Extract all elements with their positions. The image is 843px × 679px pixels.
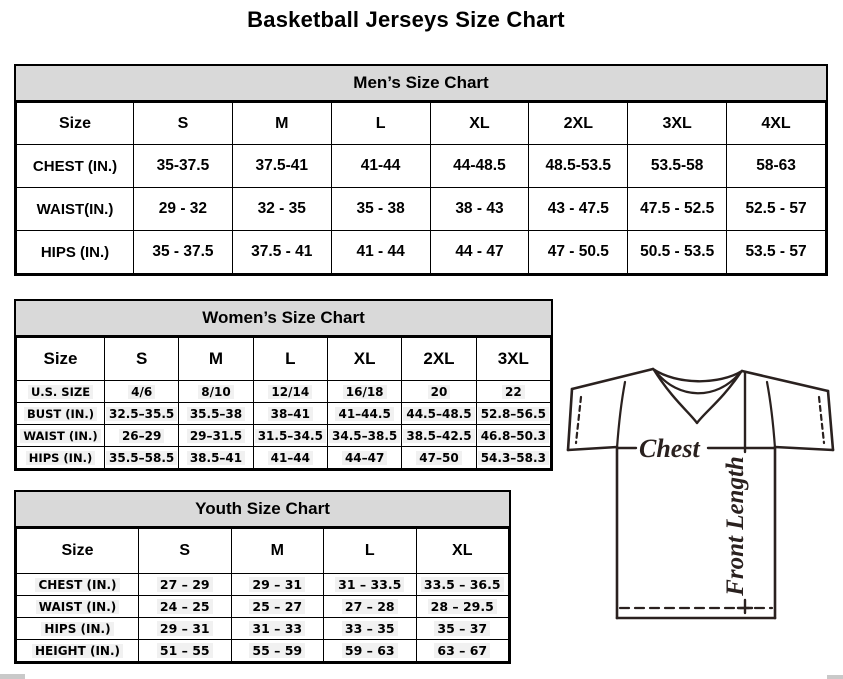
size-value-cell: 54.3–58.3 (476, 447, 550, 469)
size-value-cell: 16/18 (327, 381, 401, 403)
size-column-header: S (105, 338, 179, 381)
size-value-cell: 47 - 50.5 (529, 231, 628, 274)
table-row (17, 574, 509, 596)
youth-size-table (16, 528, 509, 662)
size-value-cell: 38.5–41 (179, 447, 253, 469)
table-row (17, 447, 551, 469)
womens-size-table (16, 337, 551, 469)
size-column-header: XL (430, 103, 529, 145)
size-value-cell: 32 - 35 (232, 188, 331, 231)
size-value-cell: 41-44 (331, 145, 430, 188)
table-row (17, 425, 551, 447)
size-value-cell: 35 – 37 (416, 618, 509, 640)
size-value-cell: 34.5–38.5 (327, 425, 401, 447)
row-label: HIPS (IN.) (17, 618, 139, 640)
size-column-header: XL (416, 529, 509, 574)
size-column-header: L (331, 103, 430, 145)
row-label: CHEST (IN.) (17, 145, 134, 188)
size-value-cell: 29 - 32 (134, 188, 233, 231)
page-title: Basketball Jerseys Size Chart (247, 7, 565, 32)
table-row (17, 403, 551, 425)
size-value-cell: 35 - 38 (331, 188, 430, 231)
womens-size-chart (14, 299, 553, 471)
size-value-cell: 31.5–34.5 (253, 425, 327, 447)
size-column-header: 3XL (628, 103, 727, 145)
size-value-cell: 35.5–58.5 (105, 447, 179, 469)
size-value-cell: 41 - 44 (331, 231, 430, 274)
size-column-header: 2XL (529, 103, 628, 145)
mens-size-chart (14, 64, 828, 276)
size-value-cell: 24 – 25 (139, 596, 232, 618)
size-value-cell: 29–31.5 (179, 425, 253, 447)
table-row (17, 640, 509, 662)
size-value-cell: 29 – 31 (231, 574, 324, 596)
size-value-cell: 59 – 63 (324, 640, 417, 662)
size-value-cell: 33.5 – 36.5 (416, 574, 509, 596)
row-label: HEIGHT (IN.) (17, 640, 139, 662)
size-value-cell: 52.5 - 57 (727, 188, 826, 231)
size-column-header: 2XL (402, 338, 476, 381)
row-label: HIPS (IN.) (17, 447, 105, 469)
size-value-cell: 53.5-58 (628, 145, 727, 188)
row-label: WAIST (IN.) (17, 596, 139, 618)
table-row (17, 381, 551, 403)
size-value-cell: 12/14 (253, 381, 327, 403)
size-value-cell: 48.5-53.5 (529, 145, 628, 188)
size-value-cell: 37.5-41 (232, 145, 331, 188)
size-value-cell: 38–41 (253, 403, 327, 425)
size-value-cell: 31 – 33.5 (324, 574, 417, 596)
size-value-cell: 43 - 47.5 (529, 188, 628, 231)
row-label: U.S. SIZE (17, 381, 105, 403)
size-value-cell: 26–29 (105, 425, 179, 447)
size-value-cell: 33 – 35 (324, 618, 417, 640)
size-column-header: M (231, 529, 324, 574)
row-label: HIPS (IN.) (17, 231, 134, 274)
youth-chart-title: Youth Size Chart (16, 492, 509, 528)
size-value-cell: 4/6 (105, 381, 179, 403)
size-column-header: L (324, 529, 417, 574)
size-value-cell: 44.5–48.5 (402, 403, 476, 425)
jersey-outline-icon (568, 369, 833, 618)
size-value-cell: 25 – 27 (231, 596, 324, 618)
size-value-cell: 50.5 - 53.5 (628, 231, 727, 274)
size-value-cell: 32.5–35.5 (105, 403, 179, 425)
size-value-cell: 8/10 (179, 381, 253, 403)
size-value-cell: 38.5–42.5 (402, 425, 476, 447)
size-column-header: M (179, 338, 253, 381)
size-value-cell: 53.5 - 57 (727, 231, 826, 274)
table-row (17, 596, 509, 618)
size-value-cell: 46.8–50.3 (476, 425, 550, 447)
size-column-header: L (253, 338, 327, 381)
size-value-cell: 28 – 29.5 (416, 596, 509, 618)
size-value-cell: 63 – 67 (416, 640, 509, 662)
size-column-header: 3XL (476, 338, 550, 381)
table-row (17, 618, 509, 640)
size-value-cell: 52.8–56.5 (476, 403, 550, 425)
row-label: CHEST (IN.) (17, 574, 139, 596)
size-value-cell: 55 – 59 (231, 640, 324, 662)
size-value-cell: 44 - 47 (430, 231, 529, 274)
size-header-cell: Size (17, 529, 139, 574)
size-value-cell: 20 (402, 381, 476, 403)
size-value-cell: 31 – 33 (231, 618, 324, 640)
size-value-cell: 58-63 (727, 145, 826, 188)
table-row (17, 231, 826, 274)
bottom-left-fragment (0, 674, 25, 679)
size-value-cell: 44-48.5 (430, 145, 529, 188)
row-label: WAIST(IN.) (17, 188, 134, 231)
row-label: BUST (IN.) (17, 403, 105, 425)
size-value-cell: 37.5 - 41 (232, 231, 331, 274)
size-value-cell: 47.5 - 52.5 (628, 188, 727, 231)
size-value-cell: 35.5–38 (179, 403, 253, 425)
size-value-cell: 27 – 29 (139, 574, 232, 596)
size-value-cell: 38 - 43 (430, 188, 529, 231)
front-length-label: Front Length (722, 456, 749, 596)
size-value-cell: 47–50 (402, 447, 476, 469)
womens-chart-title: Women’s Size Chart (16, 301, 551, 337)
size-column-header: 4XL (727, 103, 826, 145)
bottom-right-fragment (827, 675, 843, 679)
mens-chart-title: Men’s Size Chart (16, 66, 826, 102)
size-value-cell: 41–44 (253, 447, 327, 469)
table-row (17, 145, 826, 188)
table-row (17, 188, 826, 231)
size-column-header: S (134, 103, 233, 145)
size-value-cell: 51 – 55 (139, 640, 232, 662)
size-column-header: S (139, 529, 232, 574)
row-label: WAIST (IN.) (17, 425, 105, 447)
mens-size-table (16, 102, 826, 274)
size-value-cell: 35 - 37.5 (134, 231, 233, 274)
jersey-measurement-diagram (557, 360, 842, 632)
size-value-cell: 35-37.5 (134, 145, 233, 188)
youth-size-chart (14, 490, 511, 664)
size-column-header: XL (327, 338, 401, 381)
chest-label: Chest (639, 434, 700, 463)
size-header-cell: Size (17, 103, 134, 145)
size-column-header: M (232, 103, 331, 145)
size-value-cell: 44–47 (327, 447, 401, 469)
size-value-cell: 41–44.5 (327, 403, 401, 425)
size-value-cell: 22 (476, 381, 550, 403)
size-value-cell: 29 – 31 (139, 618, 232, 640)
size-header-cell: Size (17, 338, 105, 381)
size-value-cell: 27 – 28 (324, 596, 417, 618)
